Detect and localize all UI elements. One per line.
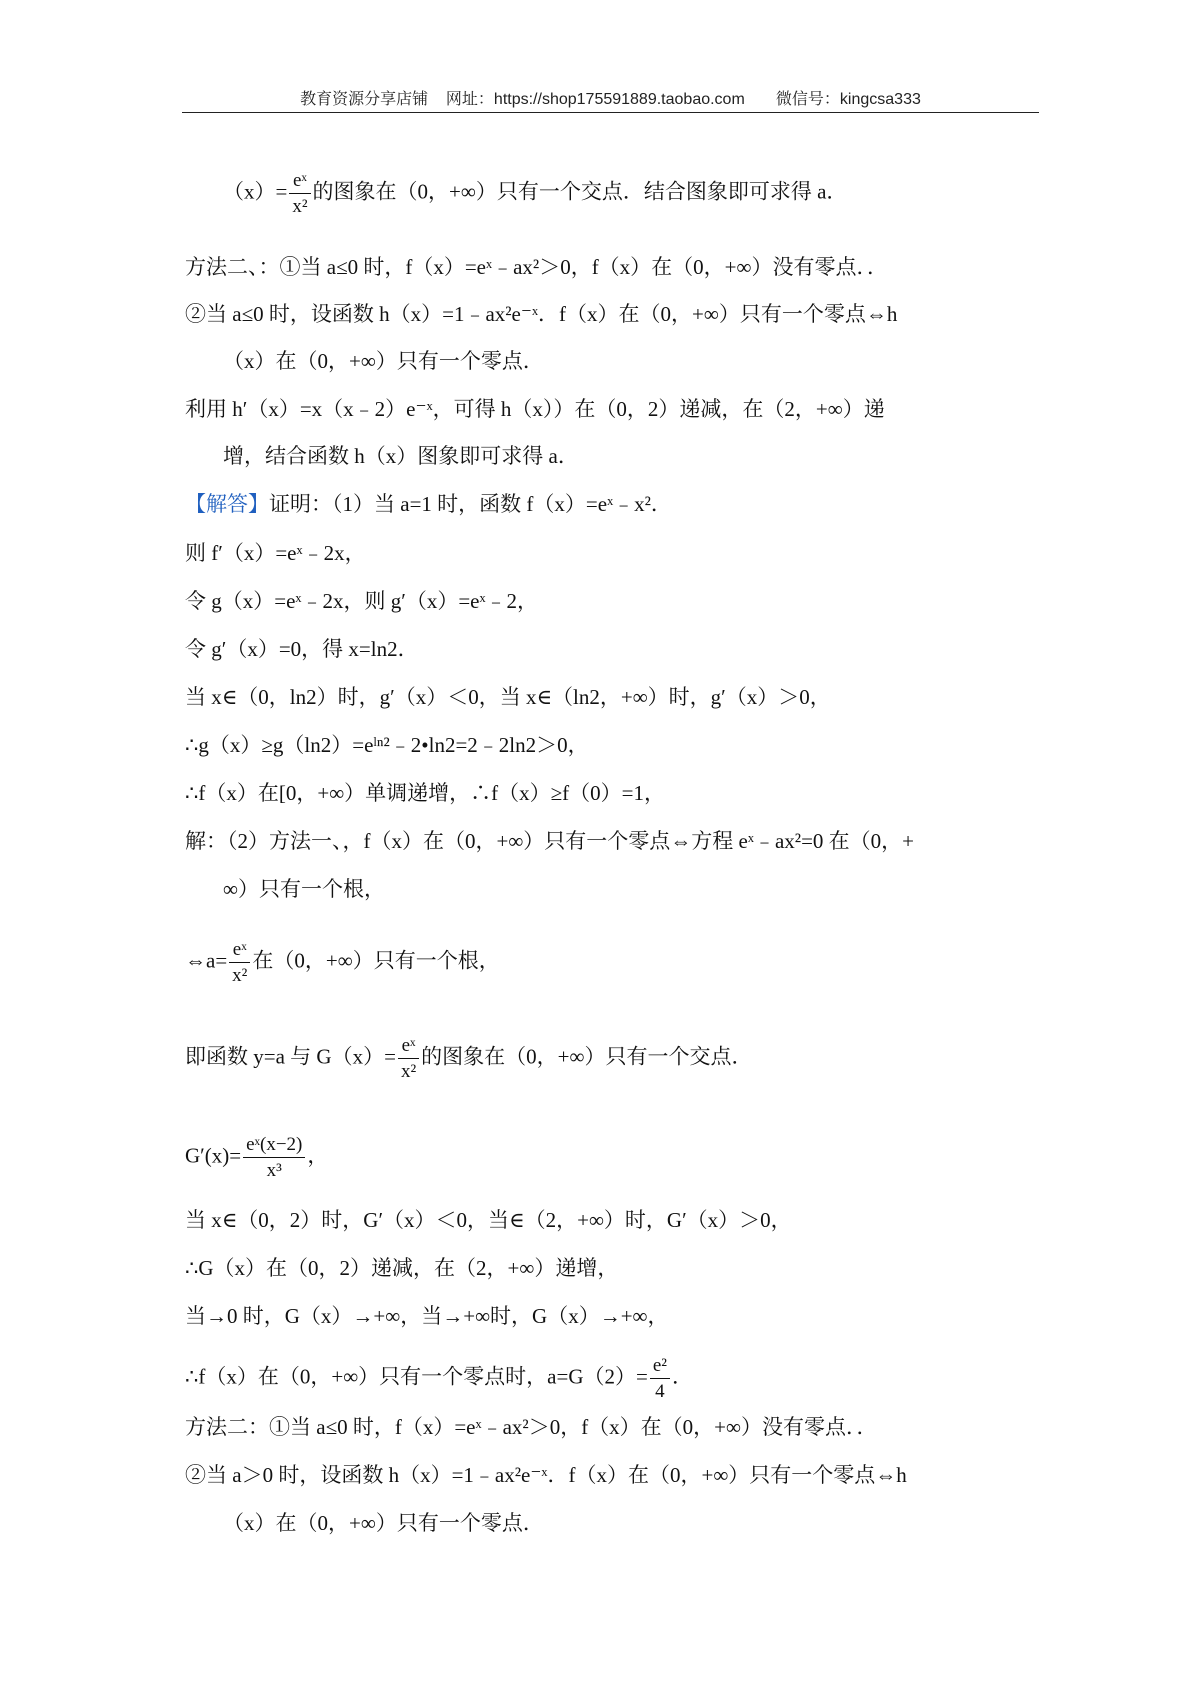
- text-line: G′(x)= $\frac{\text{eˣ(x−2)}}{\text{x³}}$ ，: [185, 1134, 329, 1181]
- fraction-ex-over-x2: $\frac{\text{eˣ}}{\text{x²}}$: [398, 1036, 419, 1081]
- text-line: 当 x∈（0，2）时，G′（x）＜0，当∈（2，+∞）时，G′（x）＞0，: [185, 1208, 792, 1232]
- shop-url[interactable]: https://shop175591889.taobao.com: [493, 91, 745, 108]
- shop-name: 教育资源分享店铺: [300, 91, 429, 108]
- header-divider: [182, 112, 1039, 113]
- text-line: 则 f′（x）=eˣ﹣2x，: [185, 541, 366, 565]
- text-line: ②当 a≤0 时，设函数 h（x）=1﹣ax²e⁻ˣ．f（x）在（0，+∞）只有一个零点⇔h: [185, 302, 898, 326]
- text-line: 利用 h′（x）=x（x﹣2）e⁻ˣ，可得 h（x））在（0，2）递减，在（2，+∞）递: [185, 397, 885, 421]
- text-line: ∴f（x）在（0，+∞）只有一个零点时，a=G（2）= $\frac{\text{e²}}{4}$ ．: [185, 1355, 693, 1402]
- text-line: （x）= $\frac{\text{eˣ}}{\text{x²}}$ 的图象在（0，+∞）只有一个交点．结合图象即可求得 a．: [223, 170, 848, 217]
- page-header: [183, 86, 1038, 109]
- wechat-label: 微信号：: [775, 91, 840, 108]
- text-line: 方法二：①当 a≤0 时，f（x）=eˣ﹣ax²＞0，f（x）在（0，+∞）没有零点．．: [185, 1415, 878, 1439]
- text-line: （x）在（0，+∞）只有一个零点．: [223, 349, 544, 373]
- text-line: 解：（2）方法一、，f（x）在（0，+∞）只有一个零点⇔方程 eˣ﹣ax²=0 在（0，+: [185, 829, 914, 853]
- fraction-ex-over-x2: $\frac{\text{eˣ}}{\text{x²}}$: [289, 171, 310, 216]
- text-line: 当→0 时，G（x）→+∞，当→+∞时，G（x）→+∞，: [185, 1304, 669, 1328]
- text-line: ∴g（x）≥g（ln2）=eˡⁿ²﹣2•ln2=2﹣2ln2＞0，: [185, 733, 589, 757]
- text-line: 当 x∈（0，ln2）时，g′（x）＜0，当 x∈（ln2，+∞）时，g′（x）＞0，: [185, 685, 831, 709]
- wechat-id: kingcsa333: [839, 91, 921, 108]
- url-label: 网址：: [445, 91, 494, 108]
- text-line: ⇔a= $\frac{\text{eˣ}}{\text{x²}}$ 在（0，+∞）只有一个根，: [185, 939, 500, 986]
- fraction-gprime: $\frac{\text{eˣ(x−2)}}{\text{x³}}$: [243, 1135, 305, 1180]
- text-line: 即函数 y=a 与 G（x）= $\frac{\text{eˣ}}{\text{x²}}$ 的图象在（0，+∞）只有一个交点．: [185, 1035, 753, 1082]
- text-line: 【解答】证明：（1）当 a=1 时，函数 f（x）=eˣ﹣x²．: [185, 492, 672, 516]
- answer-tag: 【解答】: [185, 492, 269, 516]
- text-line: ∞）只有一个根，: [223, 877, 385, 901]
- text-line: 增，结合函数 h（x）图象即可求得 a．: [223, 444, 579, 468]
- text-line: 令 g′（x）=0，得 x=ln2．: [185, 637, 419, 661]
- fraction-ex-over-x2: $\frac{\text{eˣ}}{\text{x²}}$: [229, 940, 250, 985]
- text-line: ∴G（x）在（0，2）递减，在（2，+∞）递增，: [185, 1256, 619, 1280]
- text-line: （x）在（0，+∞）只有一个零点．: [223, 1511, 544, 1535]
- text-line: ②当 a＞0 时，设函数 h（x）=1﹣ax²e⁻ˣ．f（x）在（0，+∞）只有一个零点⇔h: [185, 1463, 907, 1487]
- text-line: 令 g（x）=eˣ﹣2x，则 g′（x）=eˣ﹣2，: [185, 589, 539, 613]
- text-line: 方法二、：①当 a≤0 时，f（x）=eˣ﹣ax²＞0，f（x）在（0，+∞）没有零点．．: [185, 255, 888, 279]
- text-line: ∴f（x）在[0，+∞）单调递增，∴f（x）≥f（0）=1，: [185, 781, 666, 805]
- fraction-e2-over-4: $\frac{\text{e²}}{4}$: [650, 1356, 670, 1401]
